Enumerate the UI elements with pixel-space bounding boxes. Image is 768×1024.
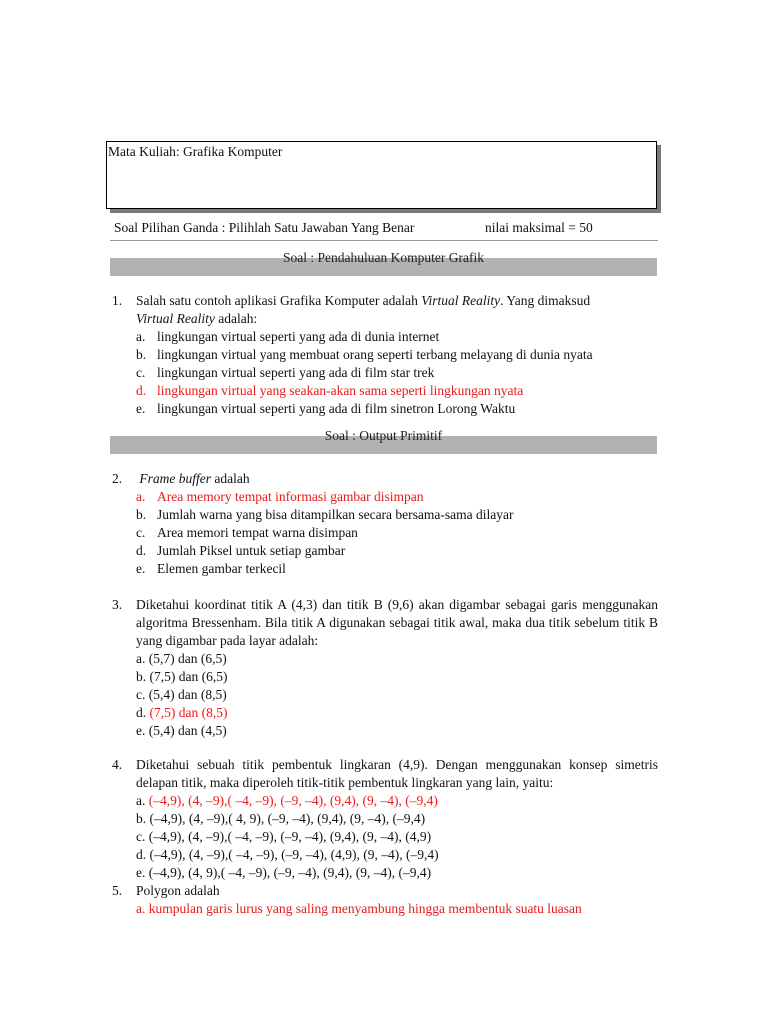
question-term: Virtual Reality (421, 293, 501, 308)
option-c[interactable]: c. Area memori tempat warna disimpan (136, 525, 358, 540)
section-title: Soal : Output Primitif (324, 428, 443, 443)
question-1: 1. Salah satu contoh aplikasi Grafika Komputer adalah Virtual Reality. Yang dimaksud Virtual Reality adalah: a. lingkungan virtual seperti yang ada di dunia internet b. lingkungan virtual yang membuat orang seperti terbang melayang di dunia nyata c. lingkungan virtual seperti yang ada di film star trek d. lingkungan virtual yang seakan-akan sama seperti lingkungan nyata e. lingkungan virtual seperti yang ada di film sinetron Lorong Waktu (112, 292, 658, 418)
option-b[interactable]: b. (7,5) dan (6,5) (136, 669, 228, 684)
instruction-line (110, 220, 658, 241)
question-number: 4. (112, 757, 123, 772)
option-a[interactable]: a. lingkungan virtual seperti yang ada di dunia internet (136, 329, 440, 344)
question-3 (112, 596, 658, 740)
question-text: Diketahui koordinat titik A (4,3) dan titik B (9,6) akan digambar sebagai garis menggunakan algoritma Bressenham. Bila titik A digunakan sebagai titik awal, maka dua titik sebelum titik B yang digambar pada layar adalah: (136, 597, 658, 648)
option-d-answer[interactable]: d. (7,5) dan (8,5) (136, 705, 228, 720)
course-label: Mata Kuliah: Grafika Komputer (108, 144, 283, 159)
option-d[interactable]: d. (–4,9), (4, –9),( –4, –9), (–9, –4), (4,9), (9, –4), (–9,4) (136, 847, 439, 862)
option-a-answer[interactable]: a. (–4,9), (4, –9),( –4, –9), (–9, –4), (9,4), (9, –4), (–9,4) (136, 793, 438, 808)
question-number: 2. (112, 471, 123, 486)
question-text: Diketahui sebuah titik pembentuk lingkaran (4,9). Dengan menggunakan konsep simetris delapan titik, maka diperoleh titik-titik pembentuk lingkaran yang lain, yaitu: (136, 757, 658, 790)
option-e[interactable]: e. Elemen gambar terkecil (136, 561, 286, 576)
course-box (106, 141, 657, 209)
option-b[interactable]: b. lingkungan virtual yang membuat orang seperti terbang melayang di dunia nyata (136, 347, 593, 362)
section-title: Soal : Pendahuluan Komputer Grafik (283, 250, 484, 265)
option-b[interactable]: b. Jumlah warna yang bisa ditampilkan secara bersama-sama dilayar (136, 507, 514, 522)
option-d-answer[interactable]: d. lingkungan virtual yang seakan-akan sama seperti lingkungan nyata (136, 383, 524, 398)
question-2: 2. Frame buffer adalah a. Area memory tempat informasi gambar disimpan b. Jumlah warna yang bisa ditampilkan secara bersama-sama dilayar c. Area memori tempat warna disimpan d. Jumlah Piksel untuk setiap gambar e. Elemen gambar terkecil (112, 470, 658, 578)
question-term: Frame buffer (139, 471, 211, 486)
question-4 (112, 756, 658, 918)
option-e[interactable]: e. (–4,9), (4, 9),( –4, –9), (–9, –4), (9,4), (9, –4), (–9,4) (136, 865, 432, 880)
question-number: 1. (112, 293, 123, 308)
option-c[interactable]: c. (5,4) dan (8,5) (136, 687, 227, 702)
option-c[interactable]: c. lingkungan virtual seperti yang ada di film star trek (136, 365, 435, 380)
section-bar-intro (110, 250, 657, 276)
question-number: 3. (112, 597, 123, 612)
question-number: 5. (112, 883, 123, 898)
question-term: Virtual Reality (136, 311, 215, 326)
question-text: Polygon adalah (136, 883, 220, 898)
question-text: Salah satu contoh aplikasi Grafika Komputer adalah (136, 293, 422, 308)
option-e[interactable]: e. lingkungan virtual seperti yang ada di film sinetron Lorong Waktu (136, 401, 516, 416)
option-e[interactable]: e. (5,4) dan (4,5) (136, 723, 227, 738)
option-d[interactable]: d. Jumlah Piksel untuk setiap gambar (136, 543, 346, 558)
option-c[interactable]: c. (–4,9), (4, –9),( –4, –9), (–9, –4), (9,4), (9, –4), (4,9) (136, 829, 432, 844)
option-a[interactable]: a. (5,7) dan (6,5) (136, 651, 227, 666)
max-score: nilai maksimal = 50 (485, 220, 593, 235)
option-a-answer[interactable]: a. Area memory tempat informasi gambar disimpan (136, 489, 424, 504)
option-b[interactable]: b. (–4,9), (4, –9),( 4, 9), (–9, –4), (9,4), (9, –4), (–9,4) (136, 811, 426, 826)
section-bar-primitives (110, 428, 657, 454)
instruction-text: Soal Pilihan Ganda : Pilihlah Satu Jawaban Yang Benar (114, 220, 415, 235)
option-a-answer[interactable]: a. kumpulan garis lurus yang saling menyambung hingga membentuk suatu luasan (136, 901, 582, 916)
